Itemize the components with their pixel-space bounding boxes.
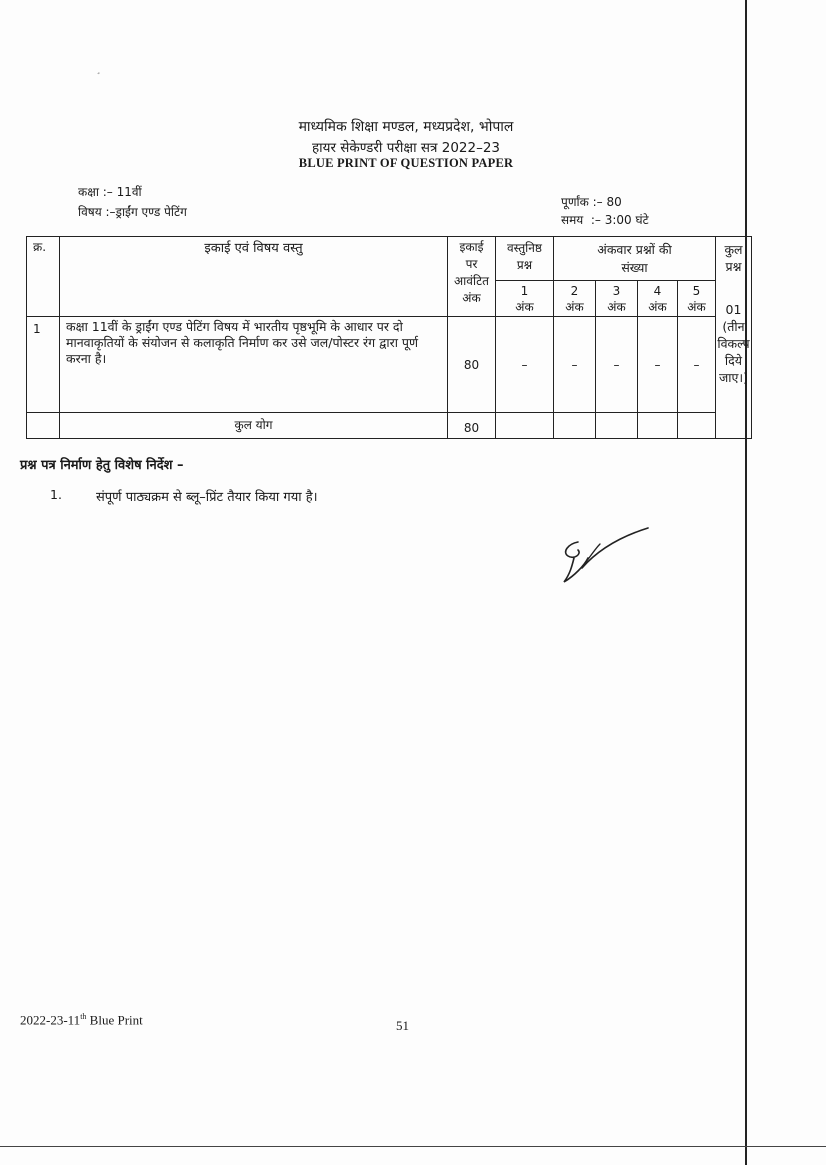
sub-header-3: [596, 281, 638, 317]
row-4-marks: –: [638, 317, 678, 413]
table-row: [27, 317, 808, 413]
sub-header-3-num: 3: [612, 284, 621, 298]
marks-header-l3: आवंटित: [454, 274, 489, 288]
row-5-marks: –: [678, 317, 716, 413]
sub-header-2: [554, 281, 596, 317]
total-value-l3: विकल्प: [717, 336, 750, 351]
marks-header: [448, 237, 496, 317]
total-row-5: [678, 413, 716, 439]
row-objective: –: [496, 317, 554, 413]
sno-header-text: क्र.: [33, 240, 47, 254]
markwise-header-l1: अंकवार प्रश्नों की: [597, 242, 672, 257]
sub-header-2-unit: अंक: [565, 300, 584, 314]
sno-header: [27, 237, 60, 317]
markwise-header: [554, 237, 716, 281]
total-row-3: [596, 413, 638, 439]
row-2-marks: –: [554, 317, 596, 413]
markwise-header-l2: संख्या: [621, 260, 648, 275]
sub-header-4-unit: अंक: [648, 300, 667, 314]
time-label: समय :– 3:00 घंटे: [561, 213, 649, 227]
footer-sup: th: [80, 1012, 87, 1021]
sub-header-5-num: 5: [692, 284, 701, 298]
objective-header: [496, 237, 554, 281]
board-name: माध्यमिक शिक्षा मण्डल, मध्यप्रदेश, भोपाल: [298, 119, 514, 135]
marks-header-l4: अंक: [462, 291, 481, 305]
unit-header-text: इकाई एवं विषय वस्तु: [204, 241, 303, 256]
footer-suffix: Blue Print: [86, 1012, 143, 1028]
total-row-objective: [496, 413, 554, 439]
row-3-marks: –: [596, 317, 638, 413]
sub-header-4-num: 4: [653, 284, 662, 298]
max-marks-label: पूर्णांक :– 80: [561, 195, 622, 209]
sub-header-2-num: 2: [570, 284, 579, 298]
sub-header-5: [678, 281, 716, 317]
note-1-text: संपूर्ण पाठ्यक्रम से ब्लू–प्रिंट तैयार किया गया है।: [96, 490, 318, 505]
class-label: कक्षा :– 11वीं: [78, 185, 142, 199]
total-questions-col: [716, 237, 752, 439]
row-sno: 1: [27, 317, 60, 413]
row-unit-content: कक्षा 11वीं के ड्राईंग एण्ड पेटिंग विषय में भारतीय पृष्ठभूमि के आधार पर दो मानवाकृतियों के संयोजन से कलाकृति निर्माण कर उसे जल/पोस्टर रंग द्वारा पूर्ण करना है।: [60, 317, 448, 413]
total-row-4: [638, 413, 678, 439]
total-row-2: [554, 413, 596, 439]
total-value-l1: 01: [725, 302, 742, 317]
sub-header-1-unit: अंक: [515, 300, 534, 314]
page-number: 51: [396, 1018, 409, 1033]
sub-header-4: [638, 281, 678, 317]
total-value-l2: (तीन: [722, 319, 745, 334]
total-value-l5: जाए।): [718, 370, 749, 385]
footer-prefix: 2022-23-11: [20, 1012, 81, 1028]
blueprint-table: [26, 236, 808, 439]
notes-title: प्रश्न पत्र निर्माण हेतु विशेष निर्देश –: [20, 458, 184, 473]
total-header-l1: कुल: [724, 242, 743, 257]
total-value-l4: दिये: [724, 353, 743, 368]
marks-header-l2: पर: [465, 257, 478, 271]
document-title: BLUE PRINT OF QUESTION PAPER: [298, 156, 514, 170]
sub-header-1-num: 1: [520, 284, 529, 298]
subject-label: विषय :–ड्राईंग एण्ड पेटिंग: [78, 205, 187, 219]
sub-header-3-unit: अंक: [607, 300, 626, 314]
scan-edge-line: [745, 0, 747, 1165]
sub-header-1: [496, 281, 554, 317]
header-row-1: [27, 237, 808, 281]
note-1-number: 1.: [50, 487, 62, 502]
objective-header-l1: वस्तुनिष्ठ: [506, 241, 543, 255]
total-row-marks: 80: [448, 413, 496, 439]
total-header-l2: प्रश्न: [725, 259, 742, 274]
sub-header-5-unit: अंक: [687, 300, 706, 314]
total-row-label: कुल योग: [60, 413, 448, 439]
objective-header-l2: प्रश्न: [516, 258, 533, 272]
total-row-sno: [27, 413, 60, 439]
scan-speck: ¸: [96, 64, 101, 75]
total-row: [27, 413, 808, 439]
marks-header-l1: इकाई: [459, 240, 484, 254]
unit-header: [60, 237, 448, 317]
signature: [556, 522, 656, 588]
scan-bottom-line: [0, 1146, 826, 1147]
footer-doc-label: [20, 1012, 143, 1028]
exam-session: हायर सेकेण्डरी परीक्षा सत्र 2022–23: [311, 140, 501, 156]
row-marks: 80: [448, 317, 496, 413]
